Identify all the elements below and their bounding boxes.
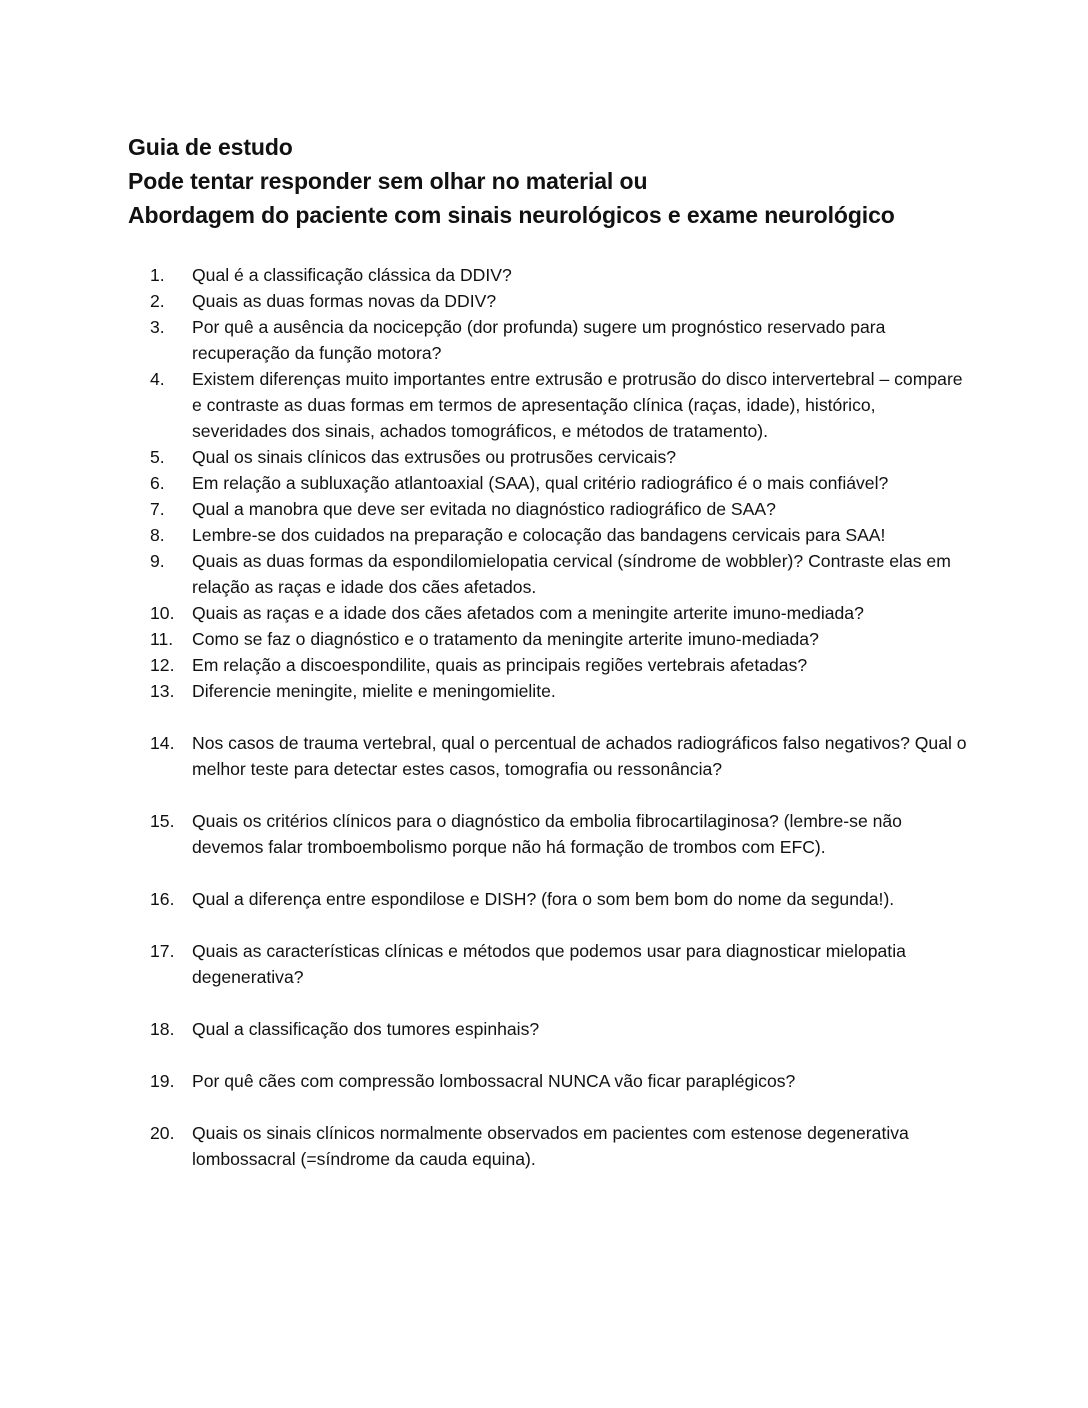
question-text: Qual a diferença entre espondilose e DISH? (fora o som bem bom do nome da segunda!). (192, 889, 895, 909)
question-item (150, 444, 970, 470)
question-text: Em relação a subluxação atlantoaxial (SAA), qual critério radiográfico é o mais confiável? (192, 473, 889, 493)
question-number: 10. (150, 603, 175, 623)
question-item (150, 808, 970, 860)
question-number: 2. (150, 291, 165, 311)
question-text: Por quê a ausência da nocicepção (dor profunda) sugere um prognóstico reservado para recuperação da função motora? (192, 317, 886, 363)
question-text: Qual a classificação dos tumores espinhais? (192, 1019, 540, 1039)
document-title: Guia de estudo (128, 134, 293, 160)
question-text: Por quê cães com compressão lombossacral NUNCA vão ficar paraplégicos? (192, 1071, 796, 1091)
question-text: Quais os sinais clínicos normalmente observados em pacientes com estenose degenerativa lombossacral (=síndrome da cauda equina). (192, 1123, 909, 1169)
question-text: Diferencie meningite, mielite e meningomielite. (192, 681, 556, 701)
question-item (150, 288, 970, 314)
question-text: Qual é a classificação clássica da DDIV? (192, 265, 512, 285)
document-header (128, 130, 988, 232)
question-text: Quais as duas formas da espondilomielopatia cervical (síndrome de wobbler)? Contraste elas em relação as raças e idade dos cães afetados. (192, 551, 951, 597)
question-item (150, 626, 970, 652)
question-number: 11. (150, 629, 174, 649)
question-text: Qual os sinais clínicos das extrusões ou protrusões cervicais? (192, 447, 677, 467)
question-item (150, 678, 970, 704)
question-text: Nos casos de trauma vertebral, qual o percentual de achados radiográficos falso negativos? Qual o melhor teste para detectar estes casos, tomografia ou ressonância? (192, 733, 967, 779)
question-number: 6. (150, 473, 165, 493)
question-item (150, 1120, 970, 1172)
question-number: 13. (150, 681, 175, 701)
question-number: 12. (150, 655, 175, 675)
question-number: 15. (150, 811, 175, 831)
document-subtitle: Pode tentar responder sem olhar no material ou (128, 168, 648, 194)
question-text: Quais as duas formas novas da DDIV? (192, 291, 497, 311)
question-item (150, 314, 970, 366)
question-item (150, 886, 970, 912)
question-text: Quais os critérios clínicos para o diagnóstico da embolia fibrocartilaginosa? (lembre-se não devemos falar tromboembolismo porque não há formação de trombos com EFC). (192, 811, 902, 857)
question-item (150, 262, 970, 288)
question-number: 4. (150, 369, 165, 389)
question-number: 8. (150, 525, 165, 545)
question-number: 5. (150, 447, 165, 467)
question-number: 7. (150, 499, 165, 519)
question-number: 16. (150, 889, 175, 909)
question-item (150, 600, 970, 626)
question-item (150, 652, 970, 678)
question-text: Como se faz o diagnóstico e o tratamento da meningite arterite imuno-mediada? (192, 629, 819, 649)
question-number: 1. (150, 265, 165, 285)
question-item (150, 548, 970, 600)
question-text: Em relação a discoespondilite, quais as principais regiões vertebrais afetadas? (192, 655, 808, 675)
question-item (150, 496, 970, 522)
question-item (150, 938, 970, 990)
question-text: Quais as raças e a idade dos cães afetados com a meningite arterite imuno-mediada? (192, 603, 864, 623)
question-item (150, 522, 970, 548)
question-text: Lembre-se dos cuidados na preparação e colocação das bandagens cervicais para SAA! (192, 525, 886, 545)
question-list (150, 262, 970, 1172)
question-number: 19. (150, 1071, 175, 1091)
question-item (150, 366, 970, 444)
question-item (150, 1068, 970, 1094)
question-text: Quais as características clínicas e métodos que podemos usar para diagnosticar mielopatia degenerativa? (192, 941, 906, 987)
question-number: 9. (150, 551, 165, 571)
question-number: 20. (150, 1123, 175, 1143)
question-number: 14. (150, 733, 175, 753)
question-text: Qual a manobra que deve ser evitada no diagnóstico radiográfico de SAA? (192, 499, 776, 519)
question-item (150, 470, 970, 496)
question-number: 18. (150, 1019, 175, 1039)
question-text: Existem diferenças muito importantes entre extrusão e protrusão do disco intervertebral – compare e contraste as duas formas em termos de apresentação clínica (raças, idade), histórico, severidades dos sinais, achados tomográficos, e métodos de tratamento). (192, 369, 963, 441)
question-number: 17. (150, 941, 175, 961)
question-item (150, 1016, 970, 1042)
question-number: 3. (150, 317, 165, 337)
document-topic: Abordagem do paciente com sinais neurológicos e exame neurológico (128, 202, 895, 228)
question-item (150, 730, 970, 782)
